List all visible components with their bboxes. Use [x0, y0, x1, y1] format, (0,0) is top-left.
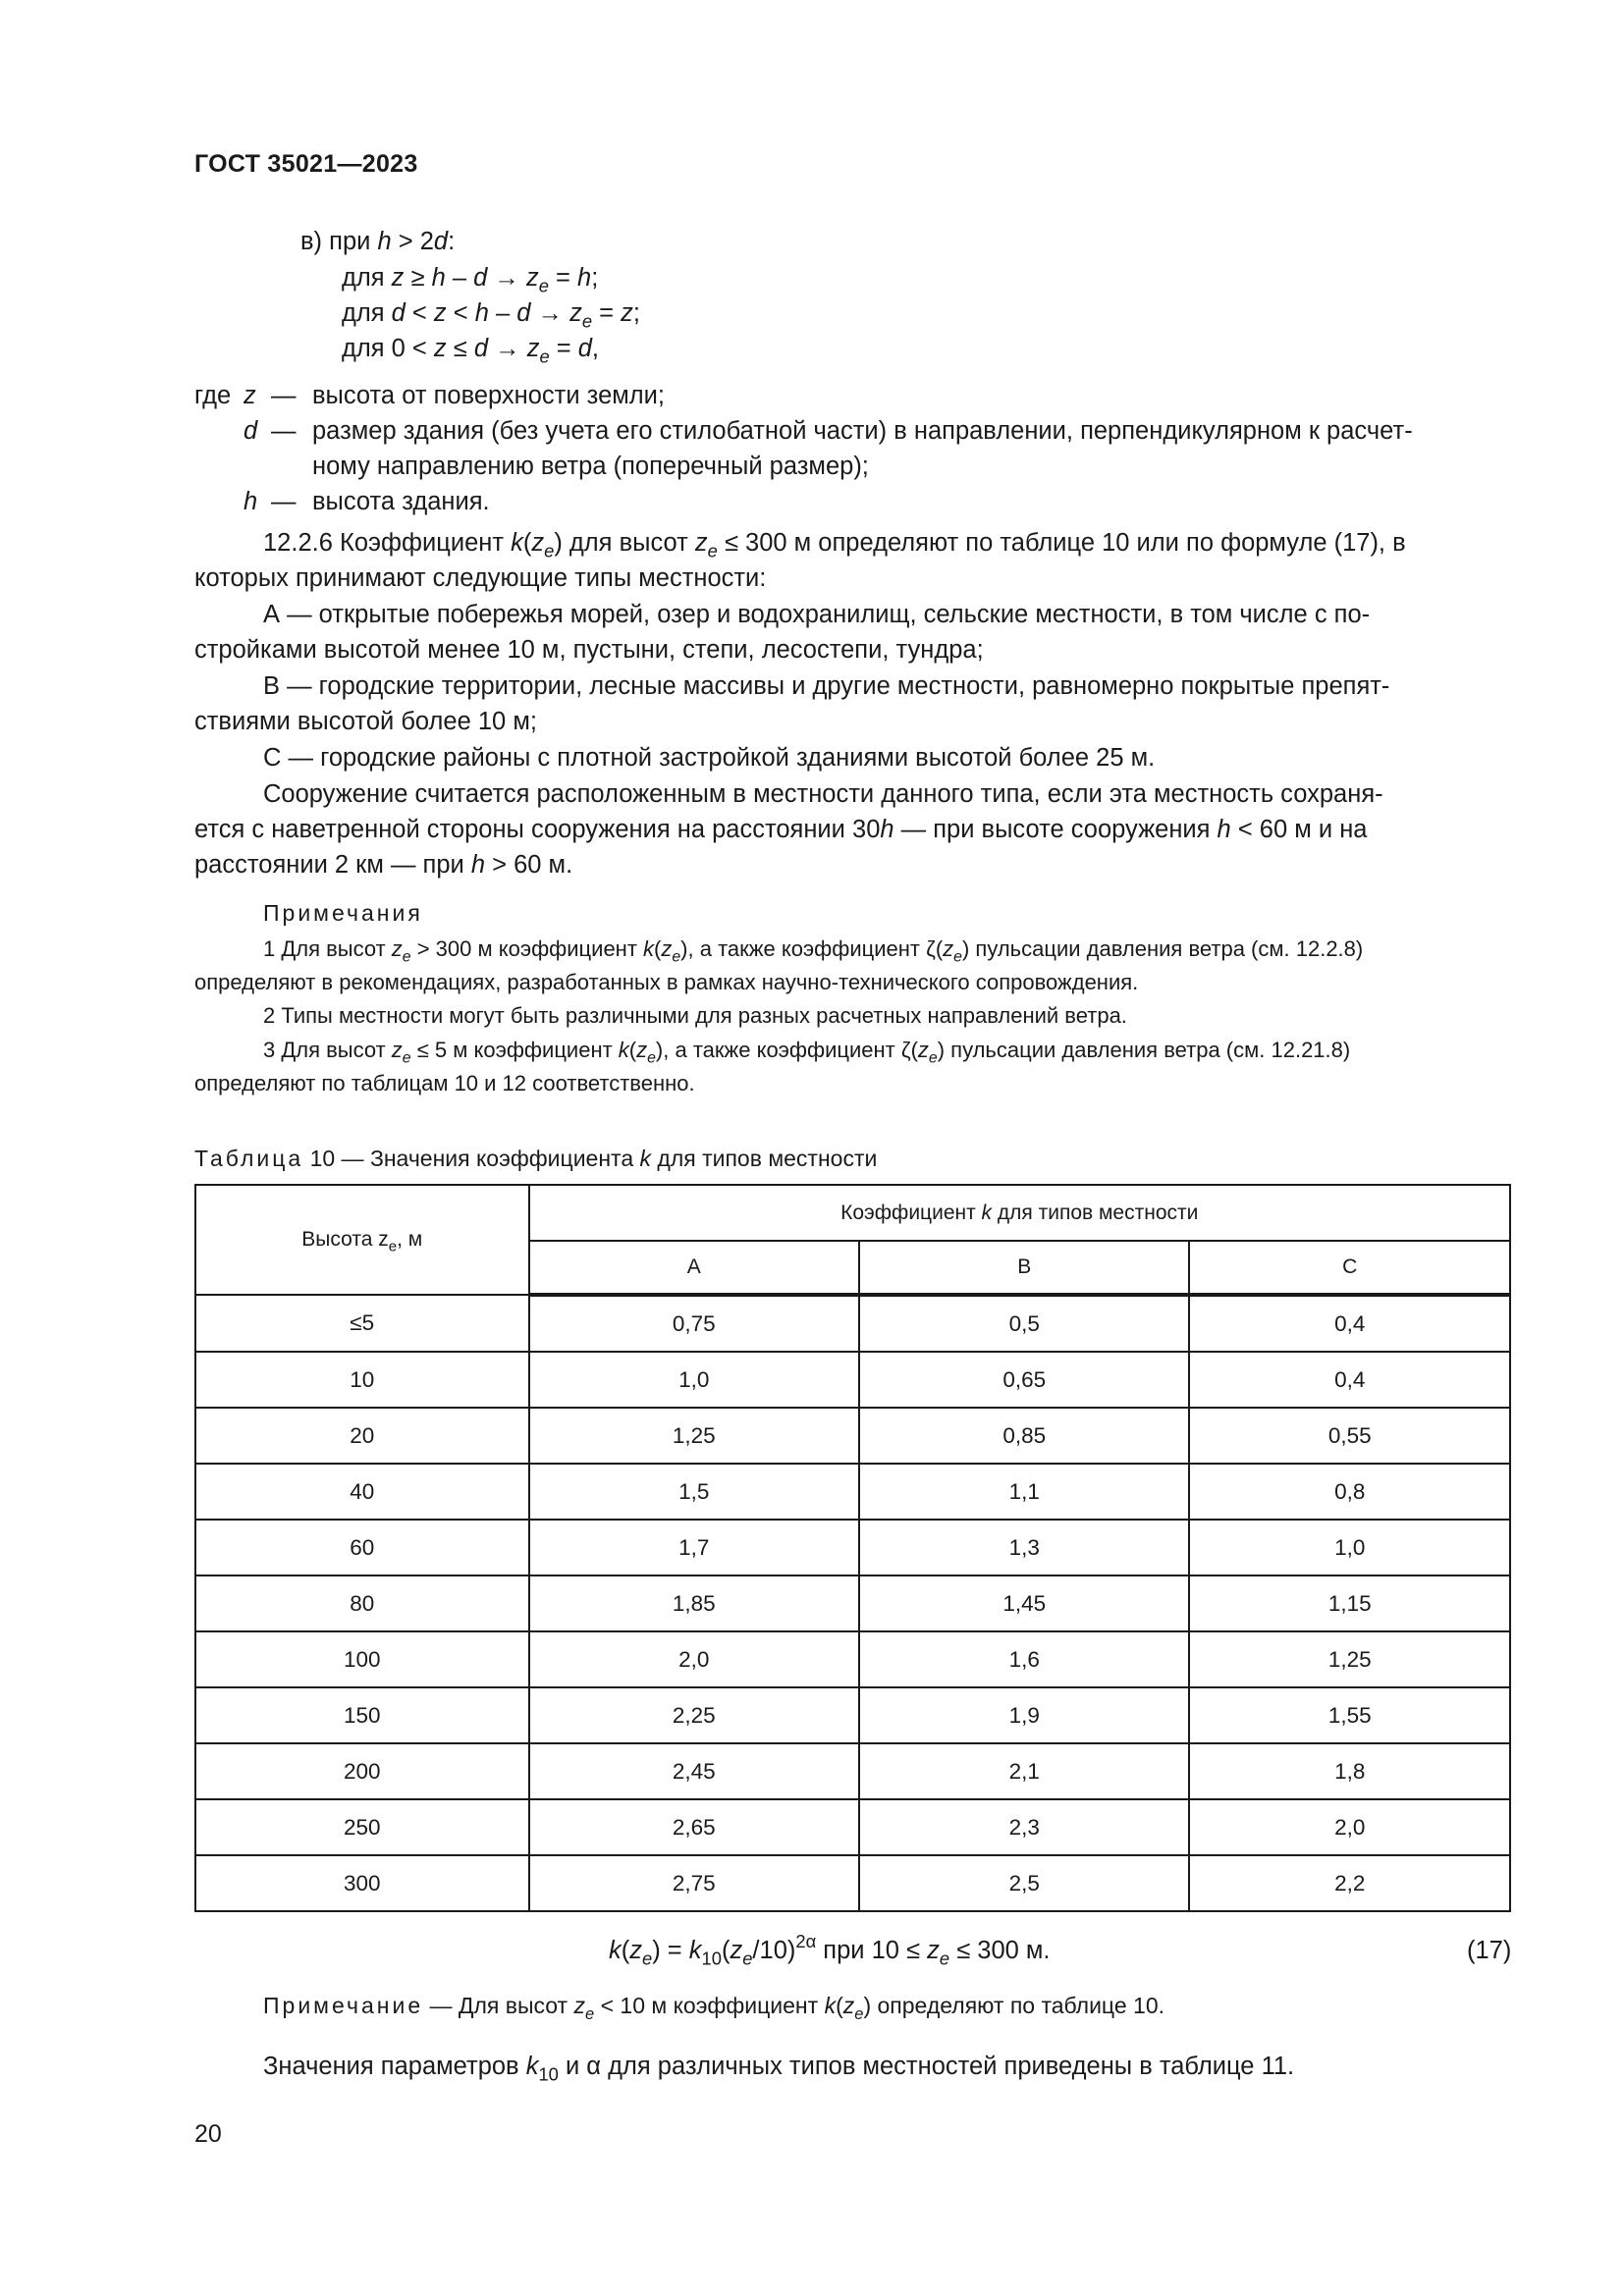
cell-k-c: 1,25: [1189, 1631, 1510, 1687]
table-row: [195, 1687, 1510, 1743]
cell-k-c: 2,0: [1189, 1799, 1510, 1855]
cell-k-c: 1,55: [1189, 1687, 1510, 1743]
cell-k-b: 2,3: [859, 1799, 1189, 1855]
cell-k-a: 0,75: [529, 1295, 859, 1352]
cell-k-c: 1,15: [1189, 1575, 1510, 1631]
case-v-line-3: для $0 < z \le d \to z_e = d$,: [342, 335, 599, 367]
case-v-line-1: для $z \ge h - d \to z_e = h$;: [342, 264, 599, 296]
def-text-d-cont: ному направлению ветра (поперечный размер);: [312, 453, 869, 480]
cell-height: 80: [195, 1575, 529, 1631]
clause-12-2-6-line-1: 12.2.6 Коэффициент $k(z_e)$ для высот $z_e \le 300$ м определяют по таблице 10 или по формуле (17), в: [263, 529, 1406, 561]
cell-k-c: 1,0: [1189, 1520, 1510, 1575]
formula-number: (17): [1467, 1937, 1512, 1964]
def-dash: —: [271, 417, 297, 445]
def-term-d: d: [244, 417, 258, 445]
def-term-z: z: [244, 382, 256, 409]
column-header-terrain-b: В: [859, 1241, 1189, 1295]
parameters-sentence: Значения параметров $k_{10}$ и α для различных типов местностей приведены в таблице 11.: [263, 2053, 1295, 2085]
def-term-h: h: [244, 488, 258, 515]
cell-k-c: 0,4: [1189, 1352, 1510, 1408]
cell-k-a: 1,85: [529, 1575, 859, 1631]
structure-line-1: Сооружение считается расположенным в местности данного типа, если эта местность сохраня-: [263, 780, 1383, 808]
def-text-z: высота от поверхности земли;: [312, 382, 666, 409]
table-row: [195, 1520, 1510, 1575]
terrain-c-line-1: С — городские районы с плотной застройкой зданиями высотой более 25 м.: [263, 744, 1156, 772]
table-row: [195, 1575, 1510, 1631]
cell-k-b: 0,65: [859, 1352, 1189, 1408]
table-row: [195, 1631, 1510, 1687]
cell-height: 250: [195, 1799, 529, 1855]
cell-k-c: 1,8: [1189, 1743, 1510, 1799]
cell-k-b: 1,1: [859, 1464, 1189, 1520]
note-2: 2 Типы местности могут быть различными для разных расчетных направлений ветра.: [263, 1003, 1127, 1028]
note-3-line-2: определяют по таблицам 10 и 12 соответственно.: [194, 1071, 695, 1095]
table-10-caption: Таблица 10 — Значения коэффициента k для типов местности: [194, 1146, 878, 1171]
cell-height: 200: [195, 1743, 529, 1799]
case-v-line-2: для $d < z < h - d \to z_e = z$;: [342, 299, 640, 332]
cell-k-c: 2,2: [1189, 1855, 1510, 1911]
table-row: [195, 1743, 1510, 1799]
column-header-terrain-c: С: [1189, 1241, 1510, 1295]
cell-k-a: 2,0: [529, 1631, 859, 1687]
where-lead: где: [194, 382, 232, 409]
cell-k-c: 0,4: [1189, 1295, 1510, 1352]
cell-height: 150: [195, 1687, 529, 1743]
cell-height: 300: [195, 1855, 529, 1911]
terrain-b-line-2: ствиями высотой более 10 м;: [194, 708, 537, 735]
table-row: [195, 1464, 1510, 1520]
cell-k-b: 1,3: [859, 1520, 1189, 1575]
cell-k-a: 2,65: [529, 1799, 859, 1855]
def-dash: —: [271, 488, 297, 515]
clause-number: 12.2.6: [263, 529, 333, 557]
def-text-h: высота здания.: [312, 488, 490, 515]
cell-k-a: 2,25: [529, 1687, 859, 1743]
cell-k-b: 0,5: [859, 1295, 1189, 1352]
cell-height: ≤5: [195, 1295, 529, 1352]
column-header-terrain-a: А: [529, 1241, 859, 1295]
formula-note: Примечание — Для высот $z_e < 10$ м коэффициент $k(z_e)$ определяют по таблице 10.: [263, 1993, 1164, 2023]
clause-12-2-6-line-2: которых принимают следующие типы местности:: [194, 564, 767, 592]
cell-k-a: 2,75: [529, 1855, 859, 1911]
case-v-label: в): [300, 228, 323, 255]
formula-17: $k(z_e) = k_{10}(z_e/10)^{2\alpha}$ при $10 \le z_e \le 300$ м.: [609, 1930, 1051, 1969]
cell-height: 10: [195, 1352, 529, 1408]
cell-k-a: 2,45: [529, 1743, 859, 1799]
terrain-a-line-1: А — открытые побережья морей, озер и водохранилищ, сельские местности, в том числе с по-: [263, 601, 1371, 628]
cell-height: 100: [195, 1631, 529, 1687]
note-3-line-1: 3 Для высот $z_e \le 5$ м коэффициент $k(z_e)$, а также коэффициент $\zeta(z_e)$ пульсации давления ветра (см. 12.21.8): [263, 1038, 1351, 1067]
terrain-b-line-1: В — городские территории, лесные массивы и другие местности, равномерно покрытые препят-: [263, 672, 1390, 700]
cell-k-c: 0,55: [1189, 1408, 1510, 1464]
cell-k-c: 0,8: [1189, 1464, 1510, 1520]
cell-k-a: 1,5: [529, 1464, 859, 1520]
table-row: [195, 1352, 1510, 1408]
table-row: [195, 1799, 1510, 1855]
cell-k-b: 2,5: [859, 1855, 1189, 1911]
cell-k-a: 1,25: [529, 1408, 859, 1464]
def-text-d: размер здания (без учета его стилобатной части) в направлении, перпендикулярном к расчет-: [312, 417, 1413, 445]
cell-k-a: 1,7: [529, 1520, 859, 1575]
cell-k-b: 1,45: [859, 1575, 1189, 1631]
cell-height: 60: [195, 1520, 529, 1575]
column-header-height: Высота $z_e$, м: [195, 1185, 529, 1295]
cell-k-a: 1,0: [529, 1352, 859, 1408]
cell-height: 40: [195, 1464, 529, 1520]
cell-k-b: 0,85: [859, 1408, 1189, 1464]
cell-height: 20: [195, 1408, 529, 1464]
table-10: [194, 1184, 1511, 1912]
table-row: [195, 1295, 1510, 1352]
def-dash: —: [271, 382, 297, 409]
cell-k-b: 2,1: [859, 1743, 1189, 1799]
structure-line-3: расстоянии 2 км — при h > 60 м.: [194, 851, 573, 879]
note-1-line-1: 1 Для высот $z_e > 300$ м коэффициент $k(z_e)$, а также коэффициент $\zeta(z_e)$ пульсации давления ветра (см. 12.2.8): [263, 936, 1364, 966]
page-number: 20: [194, 2120, 222, 2148]
table-row: [195, 1408, 1510, 1464]
column-group-header: Коэффициент k для типов местности: [529, 1185, 1510, 1241]
case-v-condition: в) при h > 2d:: [300, 228, 456, 255]
terrain-a-line-2: стройками высотой менее 10 м, пустыни, степи, лесостепи, тундра;: [194, 636, 984, 664]
notes-heading: Примечания: [263, 900, 423, 926]
structure-line-2: ется с наветренной стороны сооружения на расстоянии 30h — при высоте сооружения h < 60 м и на: [194, 816, 1368, 843]
cell-k-b: 1,9: [859, 1687, 1189, 1743]
document-header: ГОСТ 35021—2023: [194, 150, 418, 178]
cell-k-b: 1,6: [859, 1631, 1189, 1687]
note-1-line-2: определяют в рекомендациях, разработанных в рамках научно-технического сопровождения.: [194, 970, 1139, 994]
table-row: [195, 1855, 1510, 1911]
